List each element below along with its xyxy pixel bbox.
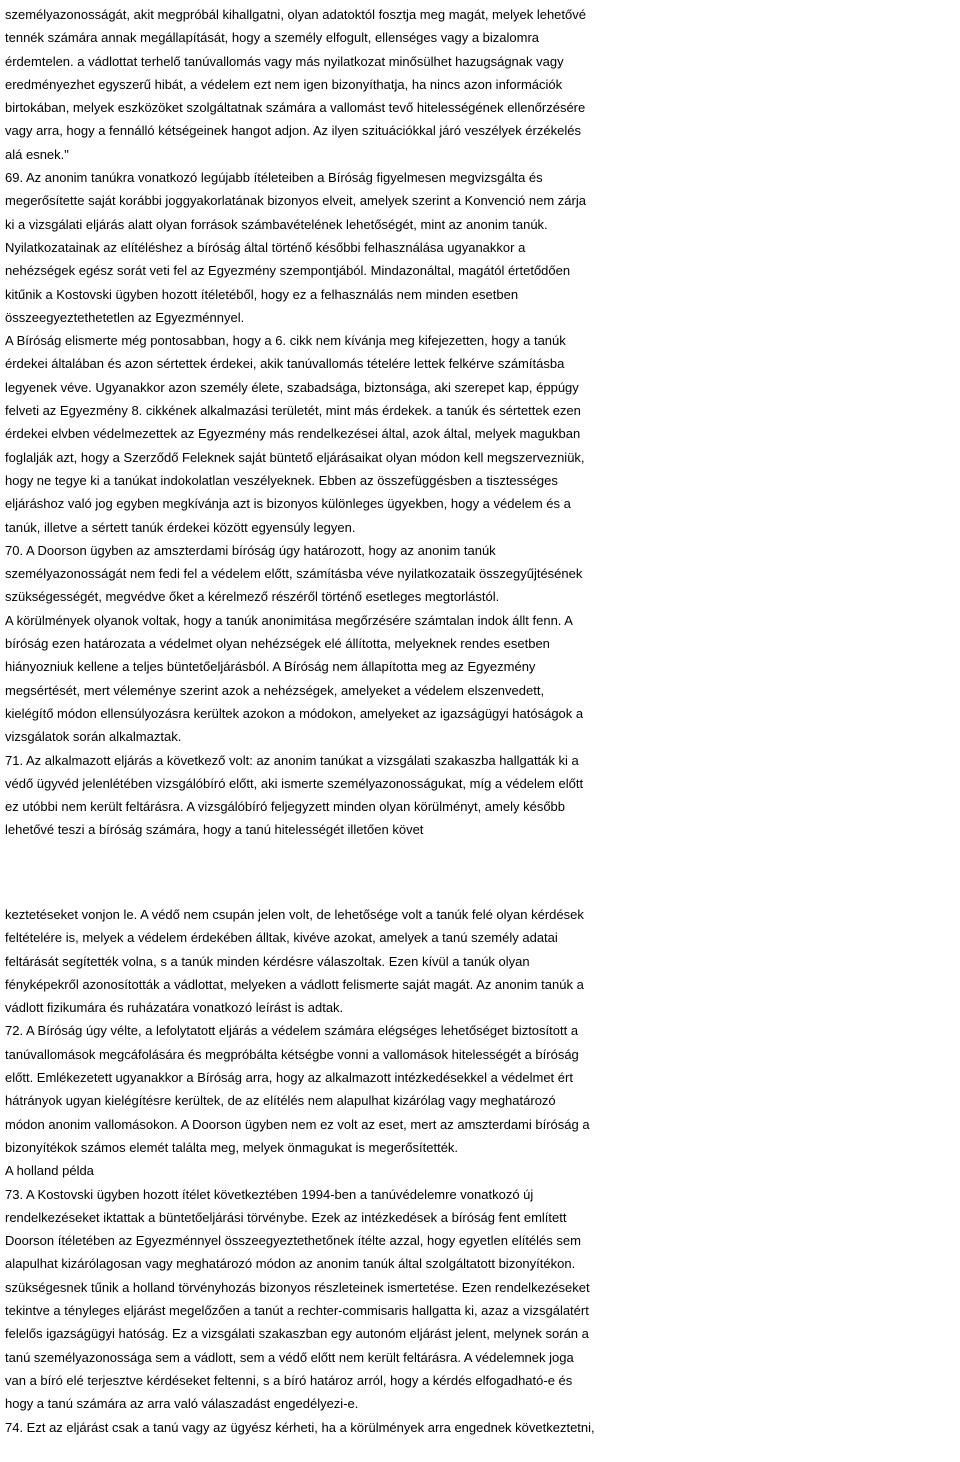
text-line: feltárását segítették volna, s a tanúk minden kérdésre válaszoltak. Ezen kívül a tanúk olyan [5,953,530,969]
text-line: összeegyeztethetetlen az Egyezménnyel. [5,309,245,325]
text-line: eljáráshoz való jog egyben megkívánja azt is bizonyos különleges ügyekben, hogy a védelem és a [5,496,571,512]
text-line: 69. Az anonim tanúkra vonatkozó legújabb ítéleteiben a Bíróság figyelmesen megvizsgálta és [5,170,543,186]
text-line: tekintve a tényleges eljárást megelőzően a tanút a rechter-commisaris hallgatta ki, azaz a vizsgálatért [5,1303,589,1319]
text-line: felelős igazságügyi hatóság. Ez a vizsgálati szakaszban egy autonóm eljárást jelent, melynek során a [5,1326,589,1342]
text-line: hátrányok ugyan kielégítésre kerültek, de az elítélés nem alapulhat kizárólag vagy meghatározó [5,1093,556,1109]
text-block-upper [5,3,957,842]
text-line: eredményezhet egyszerű hibát, a védelem ezt nem igen bizonyíthatja, ha nincs azon információk [5,76,563,92]
text-line: kielégítő módon ellensúlyozásra kerültek azokon a módokon, amelyeket az igazságügyi hatóságok a [5,705,584,721]
text-line: fényképekről azonosították a vádlottat, melyeken a vádlott felismerte saját magát. Az anonim tanúk a [5,976,584,992]
text-line: nehézségek egész sorát veti fel az Egyezmény szempontjából. Mindazonáltal, magától értetődően [5,263,571,279]
text-line: hogy a tanú számára az arra való válaszadást engedélyezi-e. [5,1396,359,1412]
text-line: személyazonosságát, akit megpróbál kihallgatni, olyan adatoktól fosztja meg magát, melyek lehetővé [5,7,586,22]
text-line: vizsgálatok során alkalmaztak. [5,729,182,745]
text-line: foglalják azt, hogy a Szerződő Feleknek saját büntető eljárásaikat olyan módon kell megszervezniük, [5,449,585,465]
text-line: vagy arra, hogy a fennálló kétségeinek hangot adjon. Az ilyen szituációkkal járó veszélyek érzékelés [5,123,581,139]
text-line: megerősítette saját korábbi joggyakorlatának bizonyos elveit, amelyek szerint a Konvenció nem zárja [5,193,586,209]
document-page [5,0,957,1462]
text-line: keztetéseket vonjon le. A védő nem csupán jelen volt, de lehetősége volt a tanúk felé olyan kérdések [5,907,584,922]
text-line: érdemtelen. a vádlottat terhelő tanúvallomás vagy más nyilatkozat minősülhet hazugságnak vagy [5,53,564,69]
text-line: alapulhat kizárólagosan vagy meghatározó módon az anonim tanúk által szolgáltatott bizonyítékon. [5,1256,576,1272]
text-line: megsértését, mert véleménye szerint azok a nehézségek, amelyeket a védelem elszenvedett, [5,682,545,698]
text-line: 74. Ezt az eljárást csak a tanú vagy az ügyész kérheti, ha a körülmények arra engednek következtetni, [5,1419,595,1435]
text-line: lehetővé teszi a bíróság számára, hogy a tanú hitelességét illetően követ [5,822,424,838]
text-line: bizonyítékok számos elemét találta meg, melyek önmagukat is megerősítették. [5,1139,459,1155]
text-line: tanúvallomások megcáfolására és megpróbálta kétségbe vonni a vallomások hitelességét a bíróság [5,1046,579,1062]
text-line: tanú személyazonossága sem a vádlott, sem a védő előtt nem került feltárásra. A védelemnek joga [5,1349,574,1365]
text-line: érdekei elvben védelmezettek az Egyezmény más rendelkezései által, azok által, melyek magukban [5,426,581,442]
text-line: előtt. Emlékezetett ugyanakkor a Bíróság arra, hogy az alkalmazott intézkedésekkel a védelmet ért [5,1070,573,1086]
text-line: birtokában, melyek eszközöket szolgáltatnak számára a vallomást tevő hitelességének ellenőrzésére [5,100,586,116]
text-line: tanúk, illetve a sértett tanúk érdekei között egyensúly legyen. [5,519,356,535]
text-line: módon anonim vallomásokon. A Doorson ügyben nem ez volt az eset, mert az amszterdami bíróság a [5,1116,590,1132]
text-line: ki a vizsgálati eljárás alatt olyan források számbavételének lehetőségét, mint az anonim tanúk. [5,216,548,232]
text-line: 71. Az alkalmazott eljárás a következő volt: az anonim tanúkat a vizsgálati szakaszba hallgatták ki a [5,752,579,768]
text-line: rendelkezéseket iktattak a büntetőeljárási törvénybe. Ezek az intézkedések a bíróság fent említett [5,1209,567,1225]
text-line: A Bíróság elismerte még pontosabban, hogy a 6. cikk nem kívánja meg kifejezetten, hogy a tanúk [5,333,566,349]
text-line: védő ügyvéd jelenlétében vizsgálóbíró előtt, aki ismerte személyazonosságukat, míg a védelem előtt [5,775,584,791]
text-line: kitűnik a Kostovski ügyben hozott ítéletéből, hogy ez a felhasználás nem minden esetben [5,286,519,302]
text-line: szükségesnek tűnik a holland törvényhozás bizonyos részleteinek ismertetése. Ezen rendelkezéseket [5,1279,590,1295]
text-line: van a bíró elé terjesztve kérdéseket feltenni, s a bíró határoz arról, hogy a kérdés elfogadható-e és [5,1372,573,1388]
text-line: legyenek véve. Ugyanakkor azon személy élete, szabadsága, biztonsága, aki szerepet kap, éppúgy [5,379,579,395]
text-line: szükségességét, megvédve őket a kérelmező részéről történő esetleges megtorlástól. [5,589,500,605]
text-line: hiányozniuk kellene a teljes büntetőeljárásból. A Bíróság nem állapította meg az Egyezmény [5,659,536,675]
text-line: alá esnek." [5,146,69,162]
text-line: 70. A Doorson ügyben az amszterdami bíróság úgy határozott, hogy az anonim tanúk [5,542,496,558]
text-line: ez utóbbi nem került feltárásra. A vizsgálóbíró feljegyzett minden olyan körülményt, amely később [5,799,566,815]
text-line: hogy ne tegye ki a tanúkat indokolatlan veszélyeknek. Ebben az összefüggésben a tisztességes [5,472,558,488]
text-line: érdekei általában és azon sértettek érdekei, akik tanúvallomás tételére lettek felkérve számításba [5,356,565,372]
text-line: A körülmények olyanok voltak, hogy a tanúk anonimitása megőrzésére számtalan indok állt fenn. A [5,612,573,628]
text-line: A holland példa [5,1163,94,1179]
text-line: Nyilatkozatainak az elítéléshez a bíróság által történő későbbi felhasználása ugyanakkor a [5,239,526,255]
text-line: tennék számára annak megállapítását, hogy a személy elfogult, ellenséges vagy a bizalomra [5,30,540,46]
text-line: feltételére is, melyek a védelem érdekében álltak, kivéve azokat, amelyek a tanú személy adatai [5,930,558,946]
text-line: felveti az Egyezmény 8. cikkének alkalmazási területét, mint más érdekek. a tanúk és sértettek ezen [5,403,581,419]
text-line: bíróság ezen határozata a védelmet olyan nehézségek elé állította, melyeknek rendes esetben [5,636,550,652]
text-line: vádlott fizikumára és ruházatára vonatkozó leírást is adtak. [5,1000,344,1016]
text-line: Doorson ítéletében az Egyezménnyel összeegyeztethetőnek ítélte azzal, hogy egyetlen elítélés sem [5,1233,581,1249]
text-line: 73. A Kostovski ügyben hozott ítélet következtében 1994-ben a tanúvédelemre vonatkozó új [5,1186,534,1202]
text-line: személyazonosságát nem fedi fel a védelem előtt, számításba véve nyilatkozataik összegyűjtésének [5,566,583,582]
text-block-lower [5,903,957,1439]
text-line: 72. A Bíróság úgy vélte, a lefolytatott eljárás a védelem számára elégséges lehetőséget biztosított a [5,1023,579,1039]
